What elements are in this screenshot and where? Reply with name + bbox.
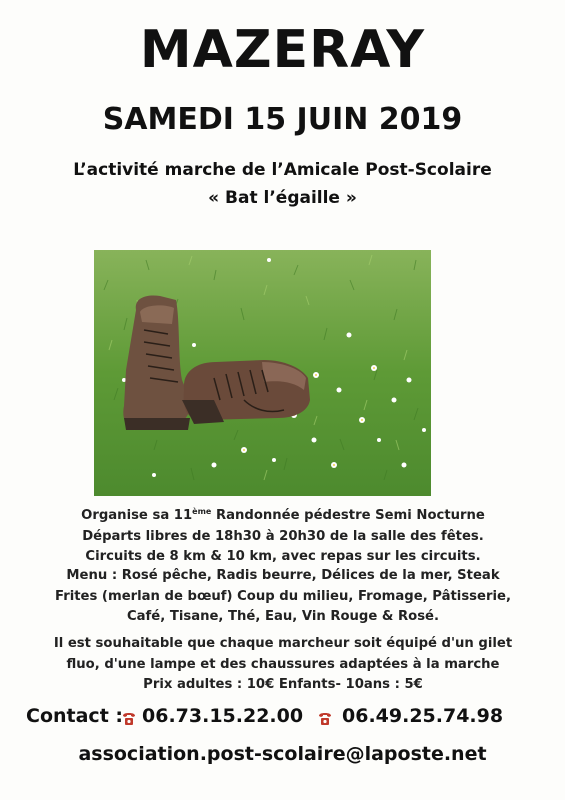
- contact-row: [26, 705, 546, 733]
- contact-label: Contact :: [26, 705, 123, 727]
- ordinal-suffix: ème: [192, 507, 212, 516]
- contact-email[interactable]: association.post-scolaire@laposte.net: [78, 743, 487, 765]
- details-line-3: Circuits de 8 km & 10 km, avec repas sur les circuits.: [85, 549, 481, 565]
- details-line-2: Départs libres de 18h30 à 20h30 de la salle des fêtes.: [82, 528, 484, 544]
- organizer-line: L’activité marche de l’Amicale Post-Scolaire: [73, 160, 492, 180]
- event-date: SAMEDI 15 JUIN 2019: [102, 102, 463, 137]
- details-line-1: [18, 506, 548, 527]
- menu-line-2: Frites (merlan de bœuf) Coup du milieu, Fromage, Pâtisserie,: [55, 588, 511, 604]
- group-name: « Bat l’égaille »: [208, 188, 357, 208]
- edition-text: Organise sa 11: [81, 508, 193, 523]
- telephone-icon: [318, 709, 332, 731]
- prices-line: Prix adultes : 10€ Enfants- 10ans : 5€: [143, 677, 423, 693]
- menu-block: [18, 566, 548, 628]
- phone-number-1[interactable]: 06.73.15.22.00: [142, 705, 304, 727]
- event-details: [18, 506, 548, 568]
- menu-line-3: Café, Tisane, Thé, Eau, Vin Rouge & Rosé.: [126, 609, 440, 625]
- phone-number-2[interactable]: 06.49.25.74.98: [342, 705, 504, 727]
- town-title: MAZERAY: [139, 20, 426, 80]
- right-boot: [182, 360, 310, 424]
- menu-line-1: Menu : Rosé pêche, Radis beurre, Délices de la mer, Steak: [66, 568, 500, 583]
- advice-line-2: fluo, d'une lampe et des chaussures adaptées à la marche: [66, 656, 500, 672]
- advice-block: [18, 634, 548, 696]
- telephone-icon: [122, 709, 136, 731]
- boots-on-grass-image: [94, 250, 431, 496]
- hiking-boots-photo: [94, 250, 431, 496]
- advice-line-1: Il est souhaitable que chaque marcheur soit équipé d'un gilet: [53, 636, 513, 651]
- event-name-text: Randonnée pédestre Semi Nocturne: [211, 508, 485, 523]
